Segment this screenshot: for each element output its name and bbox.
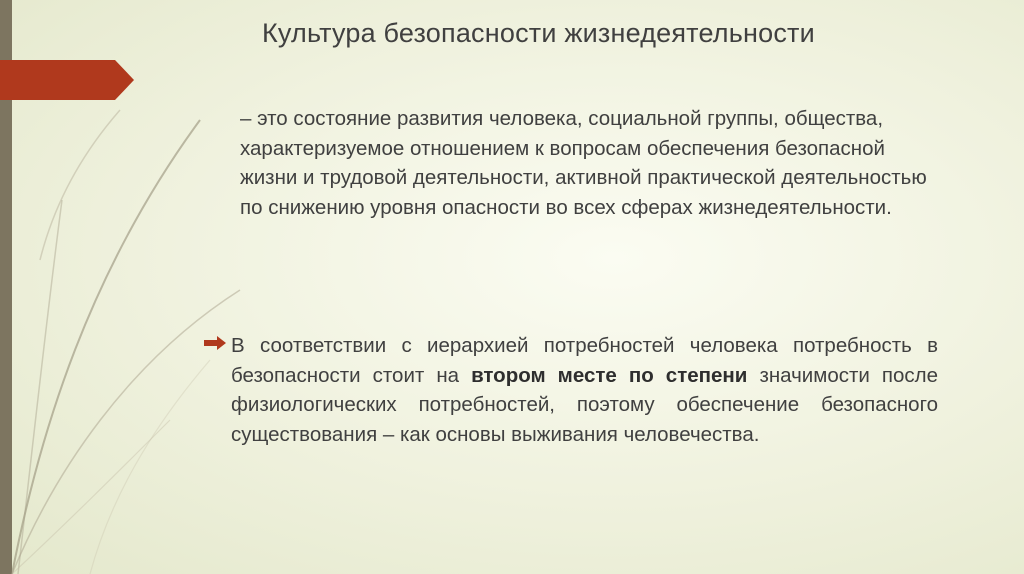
- bullet-text-part2: значимости после физиологических потребностей, поэтому обеспечение безопасного существования – как основы выживания человечества.: [231, 363, 938, 446]
- arrow-right-icon: [203, 334, 227, 352]
- title-accent-tab: [0, 60, 134, 100]
- bullet-text: [231, 331, 938, 449]
- bullet-emphasis: втором месте по степени: [471, 363, 748, 387]
- bullet-text-part1: В соответствии с иерархией потребностей человека потребность в безопасности стоит на: [231, 334, 938, 387]
- bullet-item: [203, 331, 938, 449]
- definition-text: – это состояние развития человека, социальной группы, общества, характеризуемое отношением к вопросам обеспечения безопасной жизни и трудовой деятельности, активной практической деятельностью по снижению уровня опасности во всех сферах жизнедеятельности.: [240, 107, 927, 219]
- slide-title: Культура безопасности жизнедеятельности: [262, 18, 815, 48]
